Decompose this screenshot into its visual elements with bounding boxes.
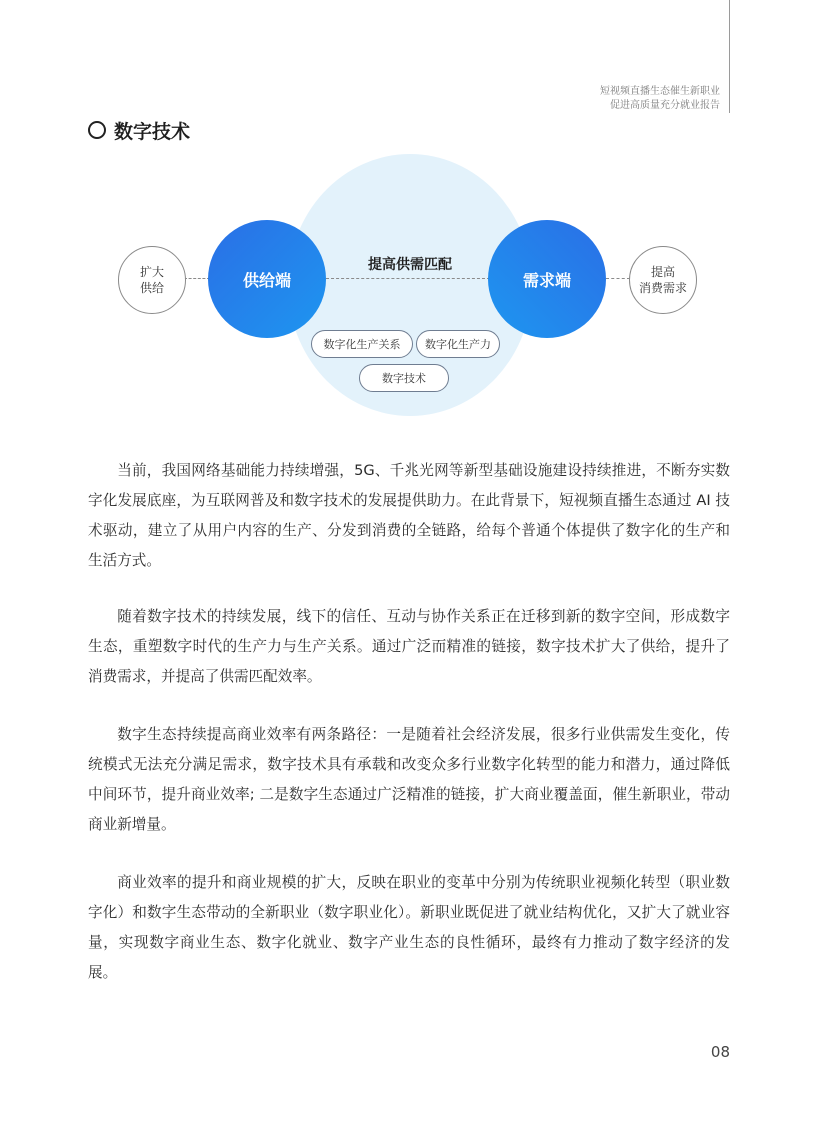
paragraph-1: 当前，我国网络基础能力持续增强，5G、千兆光网等新型基础设施建设持续推进，不断夯实数字化发展底座，为互联网普及和数字技术的发展提供助力。在此背景下，短视频直播生态通过 AI 技术驱动，建立了从用户内容的生产、分发到消费的全链路，给每个普通个体提供了数字化的生产和生活方式。 (88, 462, 730, 569)
expand-supply-line-2: 供给 (139, 281, 164, 295)
expand-supply-node (118, 246, 186, 314)
circle-bullet-icon (88, 121, 106, 139)
header-line-2: 促进高质量充分就业报告 (610, 100, 720, 111)
dashed-connector-right (606, 278, 630, 279)
paragraph-3: 数字生态持续提高商业效率有两条路径：一是随着社会经济发展，很多行业供需发生变化，传统模式无法充分满足需求，数字技术具有承载和改变众多行业数字化转型的能力和潜力，通过降低中间环节，提升商业效率; 二是数字生态通过广泛精准的链接，扩大商业覆盖面，催生新职业，带动商业新增量。 (88, 726, 730, 833)
supply-side-label: 供给端 (242, 270, 291, 290)
supply-side-circle (208, 220, 326, 338)
expand-supply-line-1: 扩大 (139, 265, 164, 279)
pill-digital-relations: 数字化生产关系 (311, 330, 413, 358)
paragraph-2: 随着数字技术的持续发展，线下的信任、互动与协作关系正在迁移到新的数字空间，形成数字生态，重塑数字时代的生产力与生产关系。通过广泛而精准的链接，数字技术扩大了供给，提升了消费需求，并提高了供需匹配效率。 (88, 608, 730, 685)
pill-digital-productivity: 数字化生产力 (416, 330, 500, 358)
section-title (88, 117, 190, 143)
match-label: 提高供需匹配 (368, 257, 452, 273)
raise-demand-line-2: 消费需求 (638, 281, 687, 295)
running-header (600, 85, 720, 113)
raise-demand-node (629, 246, 697, 314)
demand-side-circle (488, 220, 606, 338)
page-number: 08 (710, 1043, 730, 1061)
dashed-connector-left (184, 278, 210, 279)
demand-side-label: 需求端 (522, 270, 571, 290)
header-line-1: 短视频直播生态催生新职业 (600, 86, 720, 97)
raise-demand-line-1: 提高 (650, 265, 675, 279)
paragraph-4: 商业效率的提升和商业规模的扩大，反映在职业的变革中分别为传统职业视频化转型（职业数字化）和数字生态带动的全新职业（数字职业化）。新职业既促进了就业结构优化，又扩大了就业容量，实现数字商业生态、数字化就业、数字产业生态的良性循环，最终有力推动了数字经济的发展。 (88, 874, 730, 981)
pill-digital-technology: 数字技术 (359, 364, 449, 392)
supply-demand-diagram (0, 150, 816, 420)
section-title-text: 数字技术 (114, 120, 191, 143)
dashed-connector-center (326, 278, 490, 279)
header-divider-line (729, 0, 730, 113)
